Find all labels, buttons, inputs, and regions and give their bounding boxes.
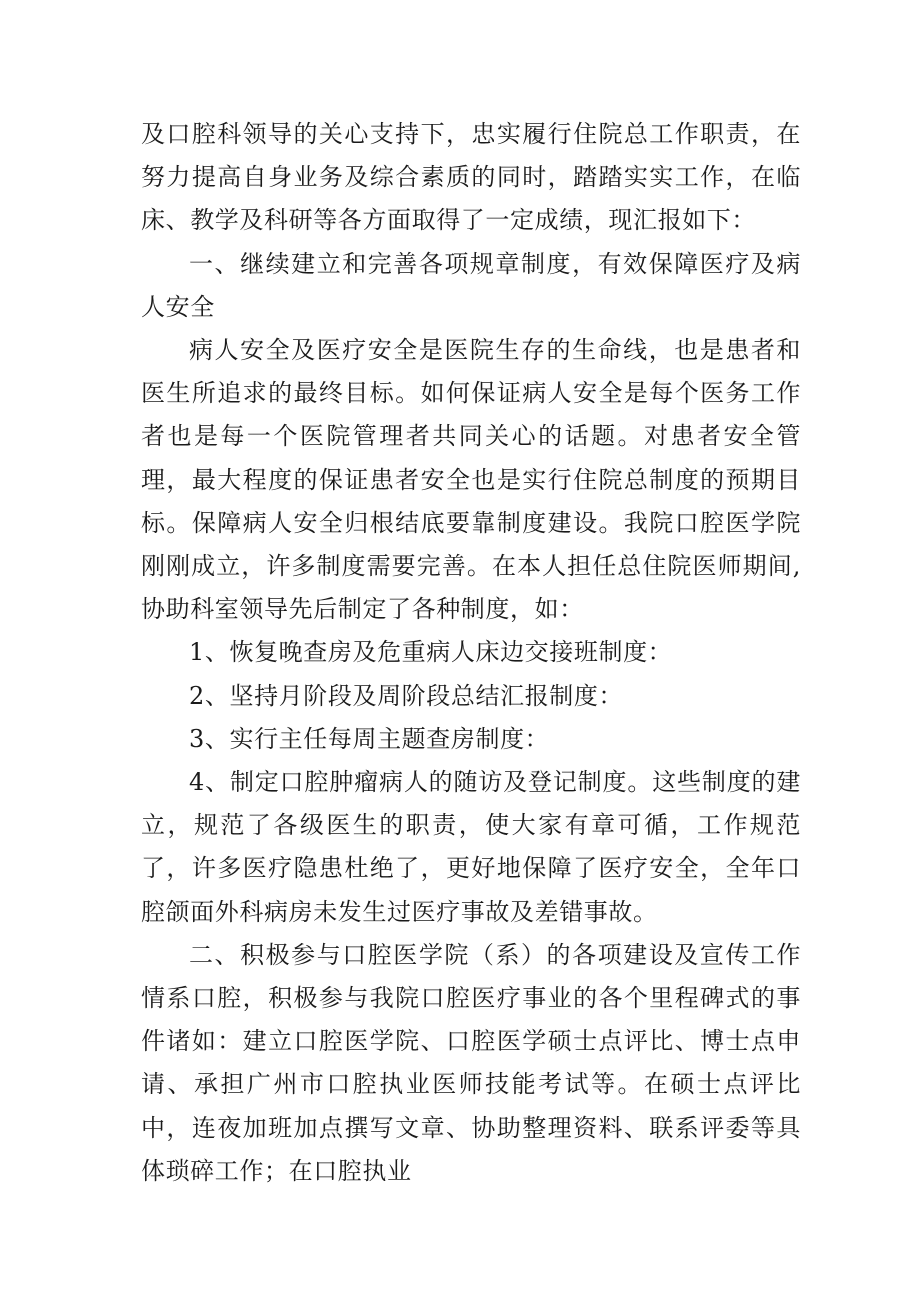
heading-section-2: 二、积极参与口腔医学院（系）的各项建设及宣传工作情系口腔，积极参与我院口腔医疗事业的各个里程碑式的事件诸如：建立口腔医学院、口腔医学硕士点评比、博士点申请、承担广州市口腔执业医师技能考试等。在硕士点评比中，连夜加班加点撰写文章、协助整理资料、联系评委等具体琐碎工作；在口腔执业 — [141, 940, 801, 1185]
paragraph-intro: 及口腔科领导的关心支持下，忠实履行住院总工作职责，在努力提高自身业务及综合素质的同时，踏踏实实工作，在临床、教学及科研等各方面取得了一定成绩，现汇报如下： — [141, 120, 801, 235]
heading-section-1: 一、继续建立和完善各项规章制度，有效保障医疗及病人安全 — [141, 249, 801, 321]
paragraph-patient-safety: 病人安全及医疗安全是医院生存的生命线，也是患者和医生所追求的最终目标。如何保证病人安全是每个医务工作者也是每一个医院管理者共同关心的话题。对患者安全管理，最大程度的保证患者安全也是实行住院总制度的预期目标。保障病人安全归根结底要靠制度建设。我院口腔医学院刚刚成立，许多制度需要完善。在本人担任总住院医师期间,协助科室领导先后制定了各种制度，如： — [141, 336, 801, 624]
document-page — [141, 113, 801, 1193]
list-item-1: 1、恢复晚查房及危重病人床边交接班制度： — [189, 638, 673, 667]
list-item-2: 2、坚持月阶段及周阶段总结汇报制度： — [189, 681, 624, 710]
list-item-4: 4、制定口腔肿瘤病人的随访及登记制度。这些制度的建立，规范了各级医生的职责，使大家有章可循，工作规范了，许多医疗隐患杜绝了，更好地保障了医疗安全，全年口腔颌面外科病房未发生过医疗事故及差错事故。 — [141, 768, 801, 926]
list-item-3: 3、实行主任每周主题查房制度： — [189, 724, 550, 753]
